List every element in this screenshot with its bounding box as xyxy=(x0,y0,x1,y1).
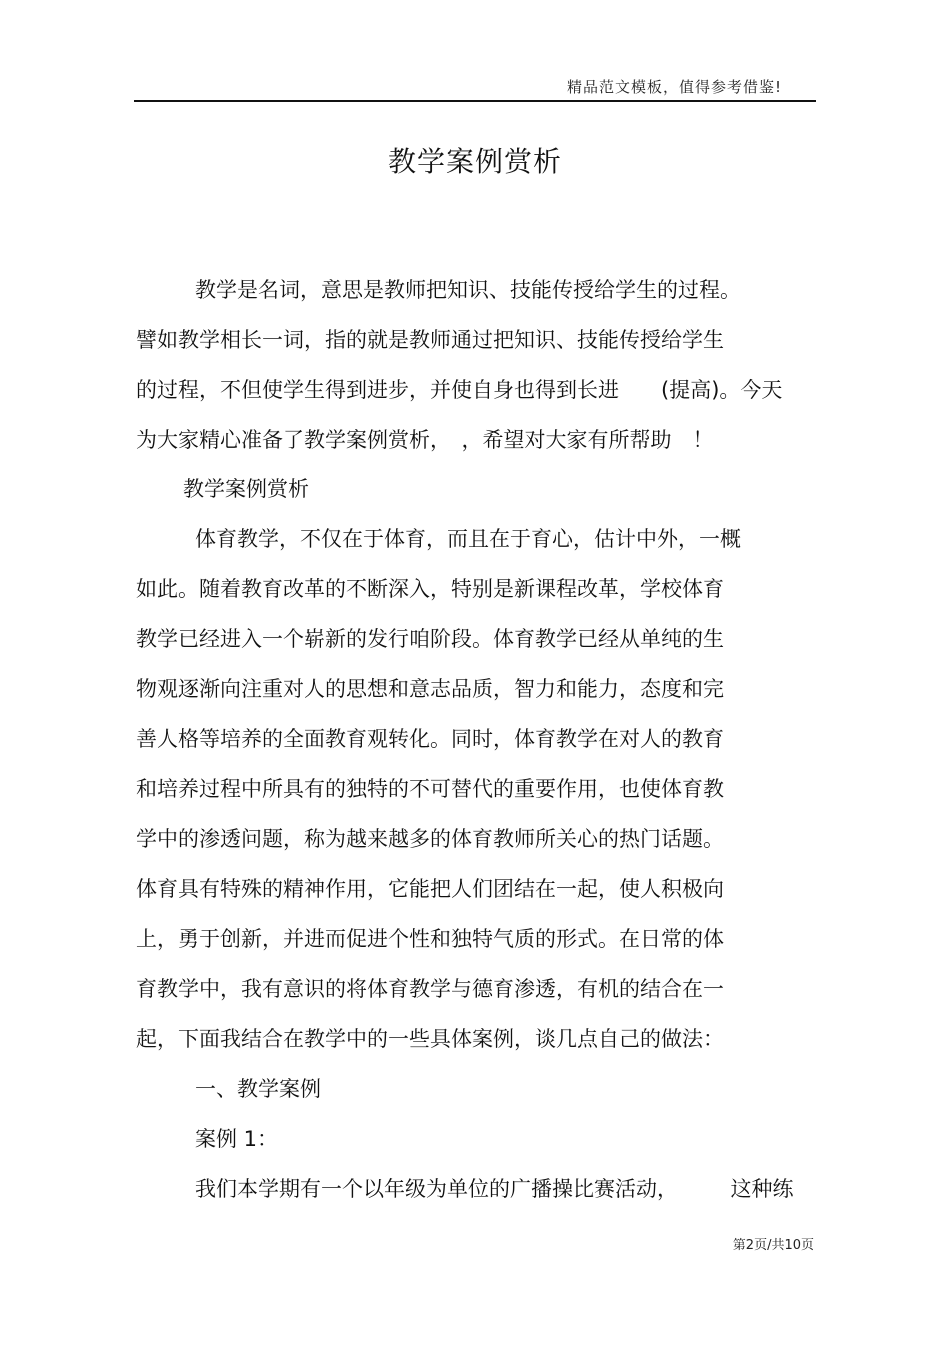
page-title: 教学案例赏析 xyxy=(387,145,562,178)
header-rule xyxy=(134,100,816,102)
body-line: 善人格等培养的全面教育观转化。同时，体育教学在对人的教育 xyxy=(136,727,724,751)
body-line: 体育具有特殊的精神作用，它能把人们团结在一起，使人积极向 xyxy=(136,877,724,901)
body-line: 我们本学期有一个以年级为单位的广播操比赛活动， 这种练 xyxy=(195,1177,794,1201)
body-line: 为大家精心准备了教学案例赏析， ，希望对大家有所帮助 ！ xyxy=(136,428,714,452)
body-line: 如此。随着教育改革的不断深入，特别是新课程改革，学校体育 xyxy=(136,577,724,601)
body-line: 譬如教学相长一词，指的就是教师通过把知识、技能传授给学生 xyxy=(136,328,724,352)
section-heading: 一、教学案例 xyxy=(195,1077,321,1101)
body-line: 体育教学，不仅在于体育，而且在于育心，估计中外，一概 xyxy=(195,527,741,551)
body-line: 物观逐渐向注重对人的思想和意志品质，智力和能力，态度和完 xyxy=(136,677,724,701)
body-line: 教学已经进入一个崭新的发行咱阶段。体育教学已经从单纯的生 xyxy=(136,627,724,651)
body-line: 教学是名词，意思是教师把知识、技能传授给学生的过程。 xyxy=(195,278,741,302)
body-line: 学中的渗透问题，称为越来越多的体育教师所关心的热门话题。 xyxy=(136,827,724,851)
body-line: 起，下面我结合在教学中的一些具体案例，谈几点自己的做法： xyxy=(136,1027,724,1051)
body-line: 育教学中，我有意识的将体育教学与德育渗透，有机的结合在一 xyxy=(136,977,724,1001)
page-number: 第2页/共10页 xyxy=(732,1238,814,1253)
page-header-text: 精品范文模板，值得参考借鉴! xyxy=(566,78,782,96)
body-line: 和培养过程中所具有的独特的不可替代的重要作用，也使体育教 xyxy=(136,777,724,801)
body-line: 的过程，不但使学生得到进步，并使自身也得到长进 (提高)。今天 xyxy=(136,378,783,402)
case-label: 案例 1： xyxy=(195,1127,279,1151)
body-line: 上，勇于创新，并进而促进个性和独特气质的形式。在日常的体 xyxy=(136,927,724,951)
section-subhead: 教学案例赏析 xyxy=(183,477,309,501)
